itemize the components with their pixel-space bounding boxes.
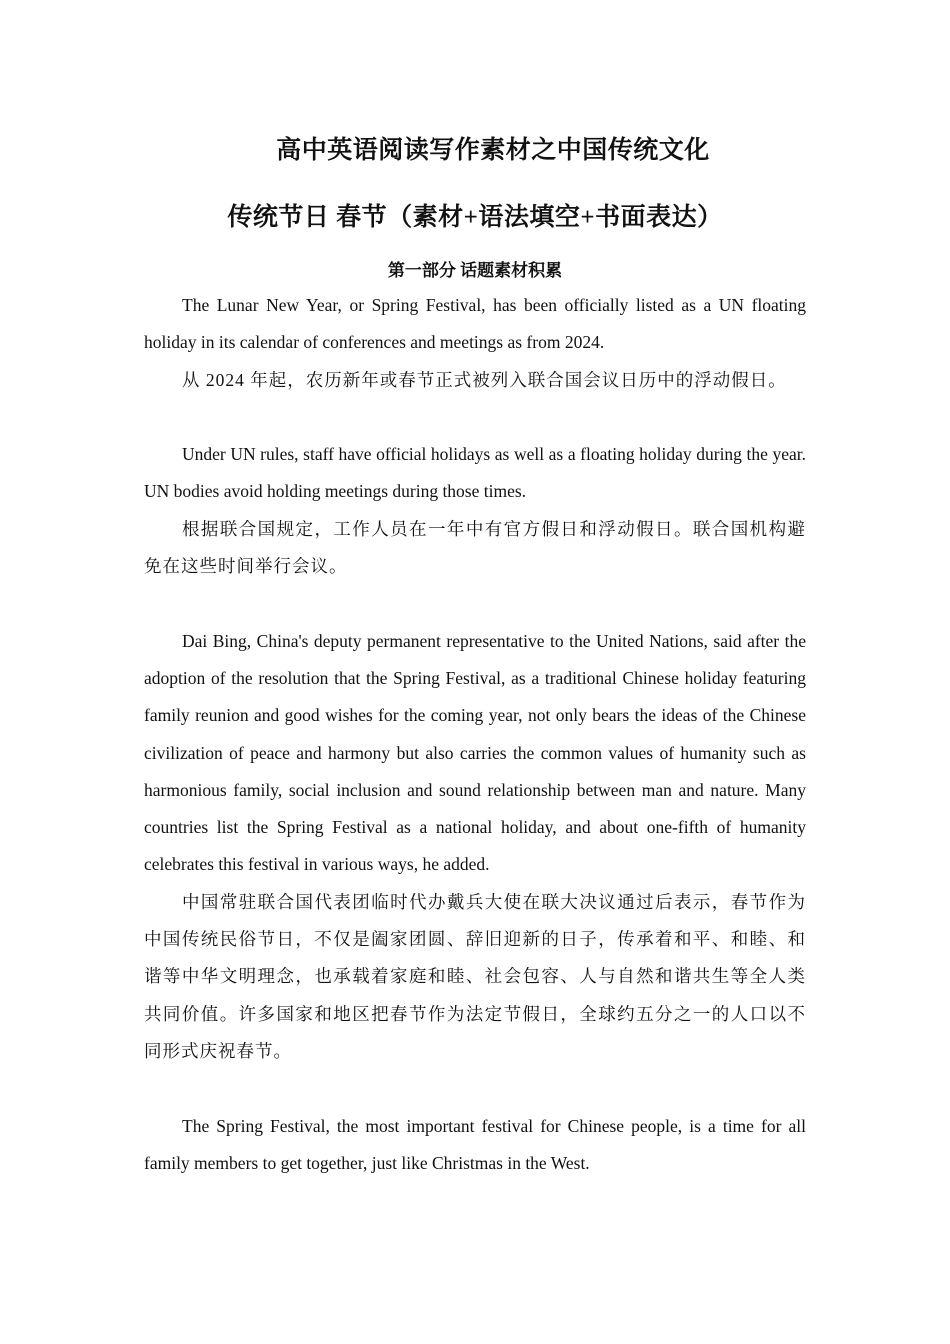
paragraph-zh-2: 根据联合国规定，工作人员在一年中有官方假日和浮动假日。联合国机构避免在这些时间举行会议。 (144, 518, 806, 577)
document-body (144, 287, 806, 1182)
paragraph-spacer (144, 399, 806, 436)
paragraph-en-4: The Spring Festival, the most important festival for Chinese people, is a time for all family members to get together, just like Christmas in the West. (144, 1115, 806, 1173)
paragraph-spacer (144, 585, 806, 622)
paragraph-zh-1: 从 2024 年起，农历新年或春节正式被列入联合国会议日历中的浮动假日。 (182, 369, 787, 390)
document-subtitle: 传统节日 春节（素材+语法填空+书面表达） (227, 204, 723, 231)
paragraph-en-3: Dai Bing, China's deputy permanent representative to the United Nations, said after the adoption of the resolution that the Spring Festival, as a traditional Chinese holiday featuring family reunion and good wishes for the coming year, not only bears the ideas of the Chinese civilization of peace and harmony but also carries the common values of humanity such as harmonious family, social inclusion and sound relationship between man and nature. Many countries list the Spring Festival as a national holiday, and about one-fifth of humanity celebrates this festival in various ways, he added. (144, 630, 806, 875)
document-title: 高中英语阅读写作素材之中国传统文化 (276, 137, 710, 164)
section-heading: 第一部分 话题素材积累 (387, 261, 563, 280)
paragraph-spacer (144, 1070, 806, 1107)
paragraph-en-2: Under UN rules, staff have official holidays as well as a floating holiday during the year. UN bodies avoid holding meetings during those times. (144, 444, 806, 502)
paragraph-en-1: The Lunar New Year, or Spring Festival, has been officially listed as a UN floating holiday in its calendar of conferences and meetings as from 2024. (144, 295, 806, 353)
paragraph-zh-3: 中国常驻联合国代表团临时代办戴兵大使在联大决议通过后表示，春节作为中国传统民俗节日，不仅是阖家团圆、辞旧迎新的日子，传承着和平、和睦、和谐等中华文明理念，也承载着家庭和睦、社会包容、人与自然和谐共生等全人类共同价值。许多国家和地区把春节作为法定节假日，全球约五分之一的人口以不同形式庆祝春节。 (144, 891, 806, 1061)
